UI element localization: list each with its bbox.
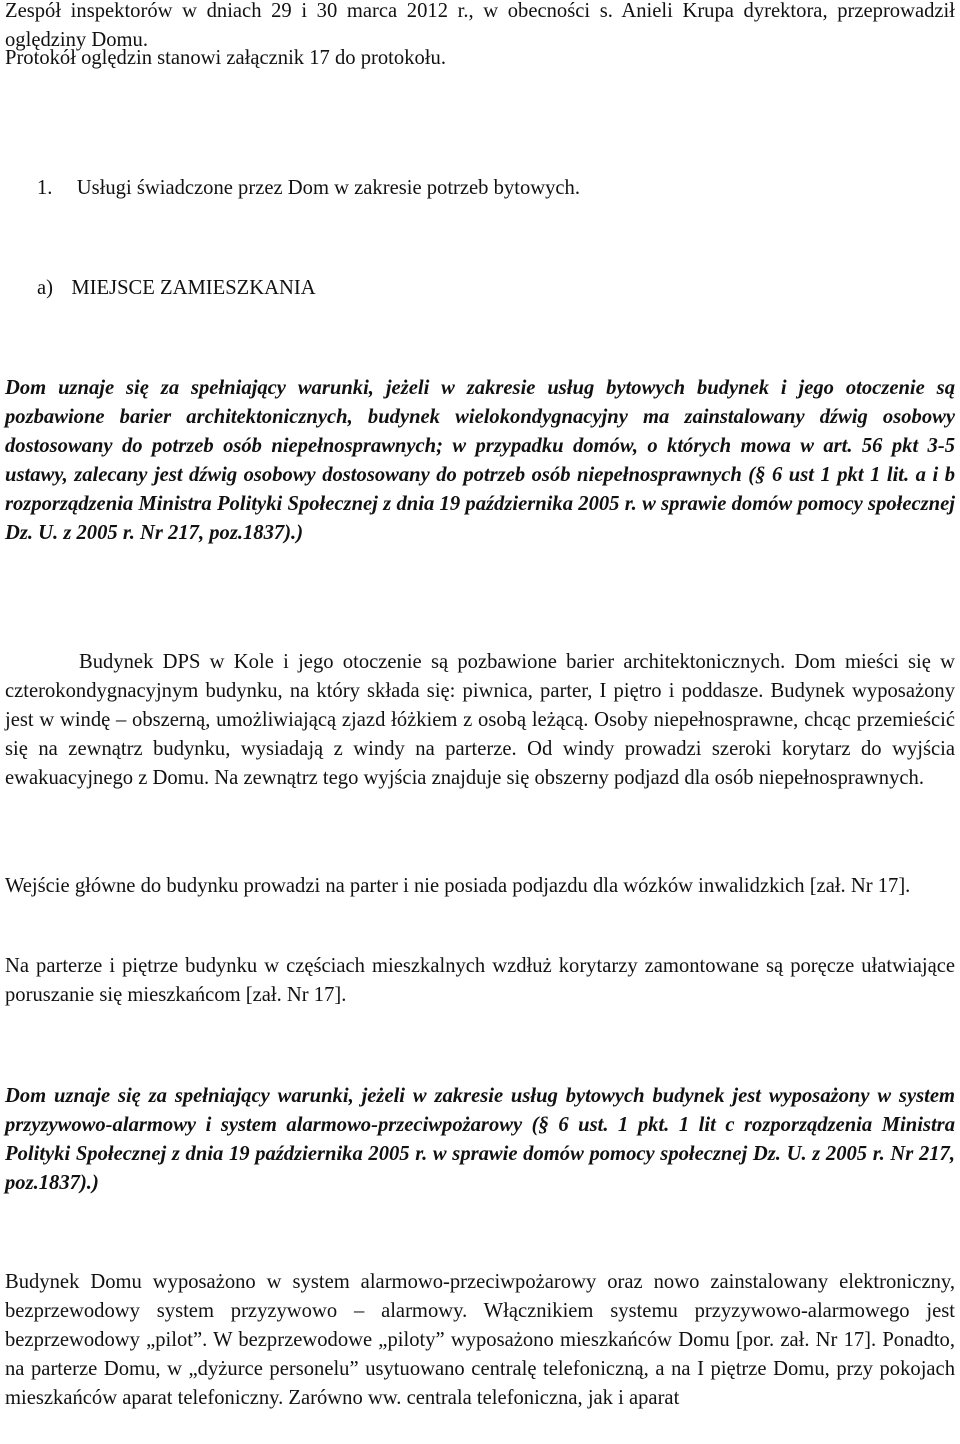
subsection-heading	[37, 274, 955, 303]
section-number: 1.	[37, 177, 53, 199]
subsection-title: MIEJSCE ZAMIESZKANIA	[71, 277, 316, 299]
finding-paragraph-2: Wejście główne do budynku prowadzi na parter i nie posiada podjazdu dla wózków inwalidzkich [zał. Nr 17].	[5, 875, 911, 897]
section-heading	[37, 174, 955, 203]
section-title: Usługi świadczone przez Dom w zakresie potrzeb bytowych.	[76, 177, 580, 199]
protocol-note: Protokół oględzin stanowi załącznik 17 do protokołu.	[5, 47, 446, 69]
requirement-paragraph-1: Dom uznaje się za spełniający warunki, jeżeli w zakresie usług bytowych budynek i jego otoczenie są pozbawione barier architektonicznych, budynek wielokondygnacyjny ma zainstalowany dźwig osobowy dostosowany do potrzeb osób niepełnosprawnych; w przypadku domów, o których mowa w art. 56 pkt 3-5 ustawy, zalecany jest dźwig osobowy dostosowany do potrzeb osób niepełnosprawnych (§ 6 ust 1 pkt 1 lit. a i b rozporządzenia Ministra Polityki Społecznej z dnia 19 października 2005 r. w sprawie domów pomocy społecznej Dz. U. z 2005 r. Nr 217, poz.1837).)	[5, 377, 955, 544]
finding-paragraph-3: Na parterze i piętrze budynku w częściach mieszkalnych wzdłuż korytarzy zamontowane są poręcze ułatwiające poruszanie się mieszkańcom [zał. Nr 17].	[5, 955, 955, 1006]
intro-paragraph: Zespół inspektorów w dniach 29 i 30 marca 2012 r., w obecności s. Anieli Krupa dyrektora, przeprowadził oględziny Domu.	[5, 0, 955, 51]
requirement-paragraph-2: Dom uznaje się za spełniający warunki, jeżeli w zakresie usług bytowych budynek jest wyposażony w system przyzywowo-alarmowy i system alarmowo-przeciwpożarowy (§ 6 ust. 1 pkt. 1 lit c rozporządzenia Ministra Polityki Społecznej z dnia 19 października 2005 r. w sprawie domów pomocy społecznej Dz. U. z 2005 r. Nr 217, poz.1837).)	[5, 1085, 955, 1194]
finding-paragraph-4: Budynek Domu wyposażono w system alarmowo-przeciwpożarowy oraz nowo zainstalowany elektroniczny, bezprzewodowy system przyzywowo – alarmowy. Włącznikiem systemu przyzywowo-alarmowego jest bezprzewodowy „pilot”. W bezprzewodowe „piloty” wyposażono mieszkańców Domu [por. zał. Nr 17]. Ponadto, na parterze Domu, w „dyżurce personelu” usytuowano centralę telefoniczną, a na I piętrze Domu, przy pokojach mieszkańców aparat telefoniczny. Zarówno ww. centrala telefoniczna, jak i aparat	[5, 1271, 955, 1409]
finding-paragraph-1: Budynek DPS w Kole i jego otoczenie są pozbawione barier architektonicznych. Dom mieści się w czterokondygnacyjnym budynku, na który składa się: piwnica, parter, I piętro i poddasze. Budynek wyposażony jest w windę – obszerną, umożliwiającą zjazd łóżkiem z osobą leżącą. Osoby niepełnosprawne, chcąc przemieścić się na zewnątrz budynku, wysiadają z windy na parterze. Od windy prowadzi szeroki korytarz do wyjścia ewakuacyjnego z Domu. Na zewnątrz tego wyjścia znajduje się obszerny podjazd dla osób niepełnosprawnych.	[5, 651, 955, 789]
subsection-label: a)	[37, 277, 53, 299]
